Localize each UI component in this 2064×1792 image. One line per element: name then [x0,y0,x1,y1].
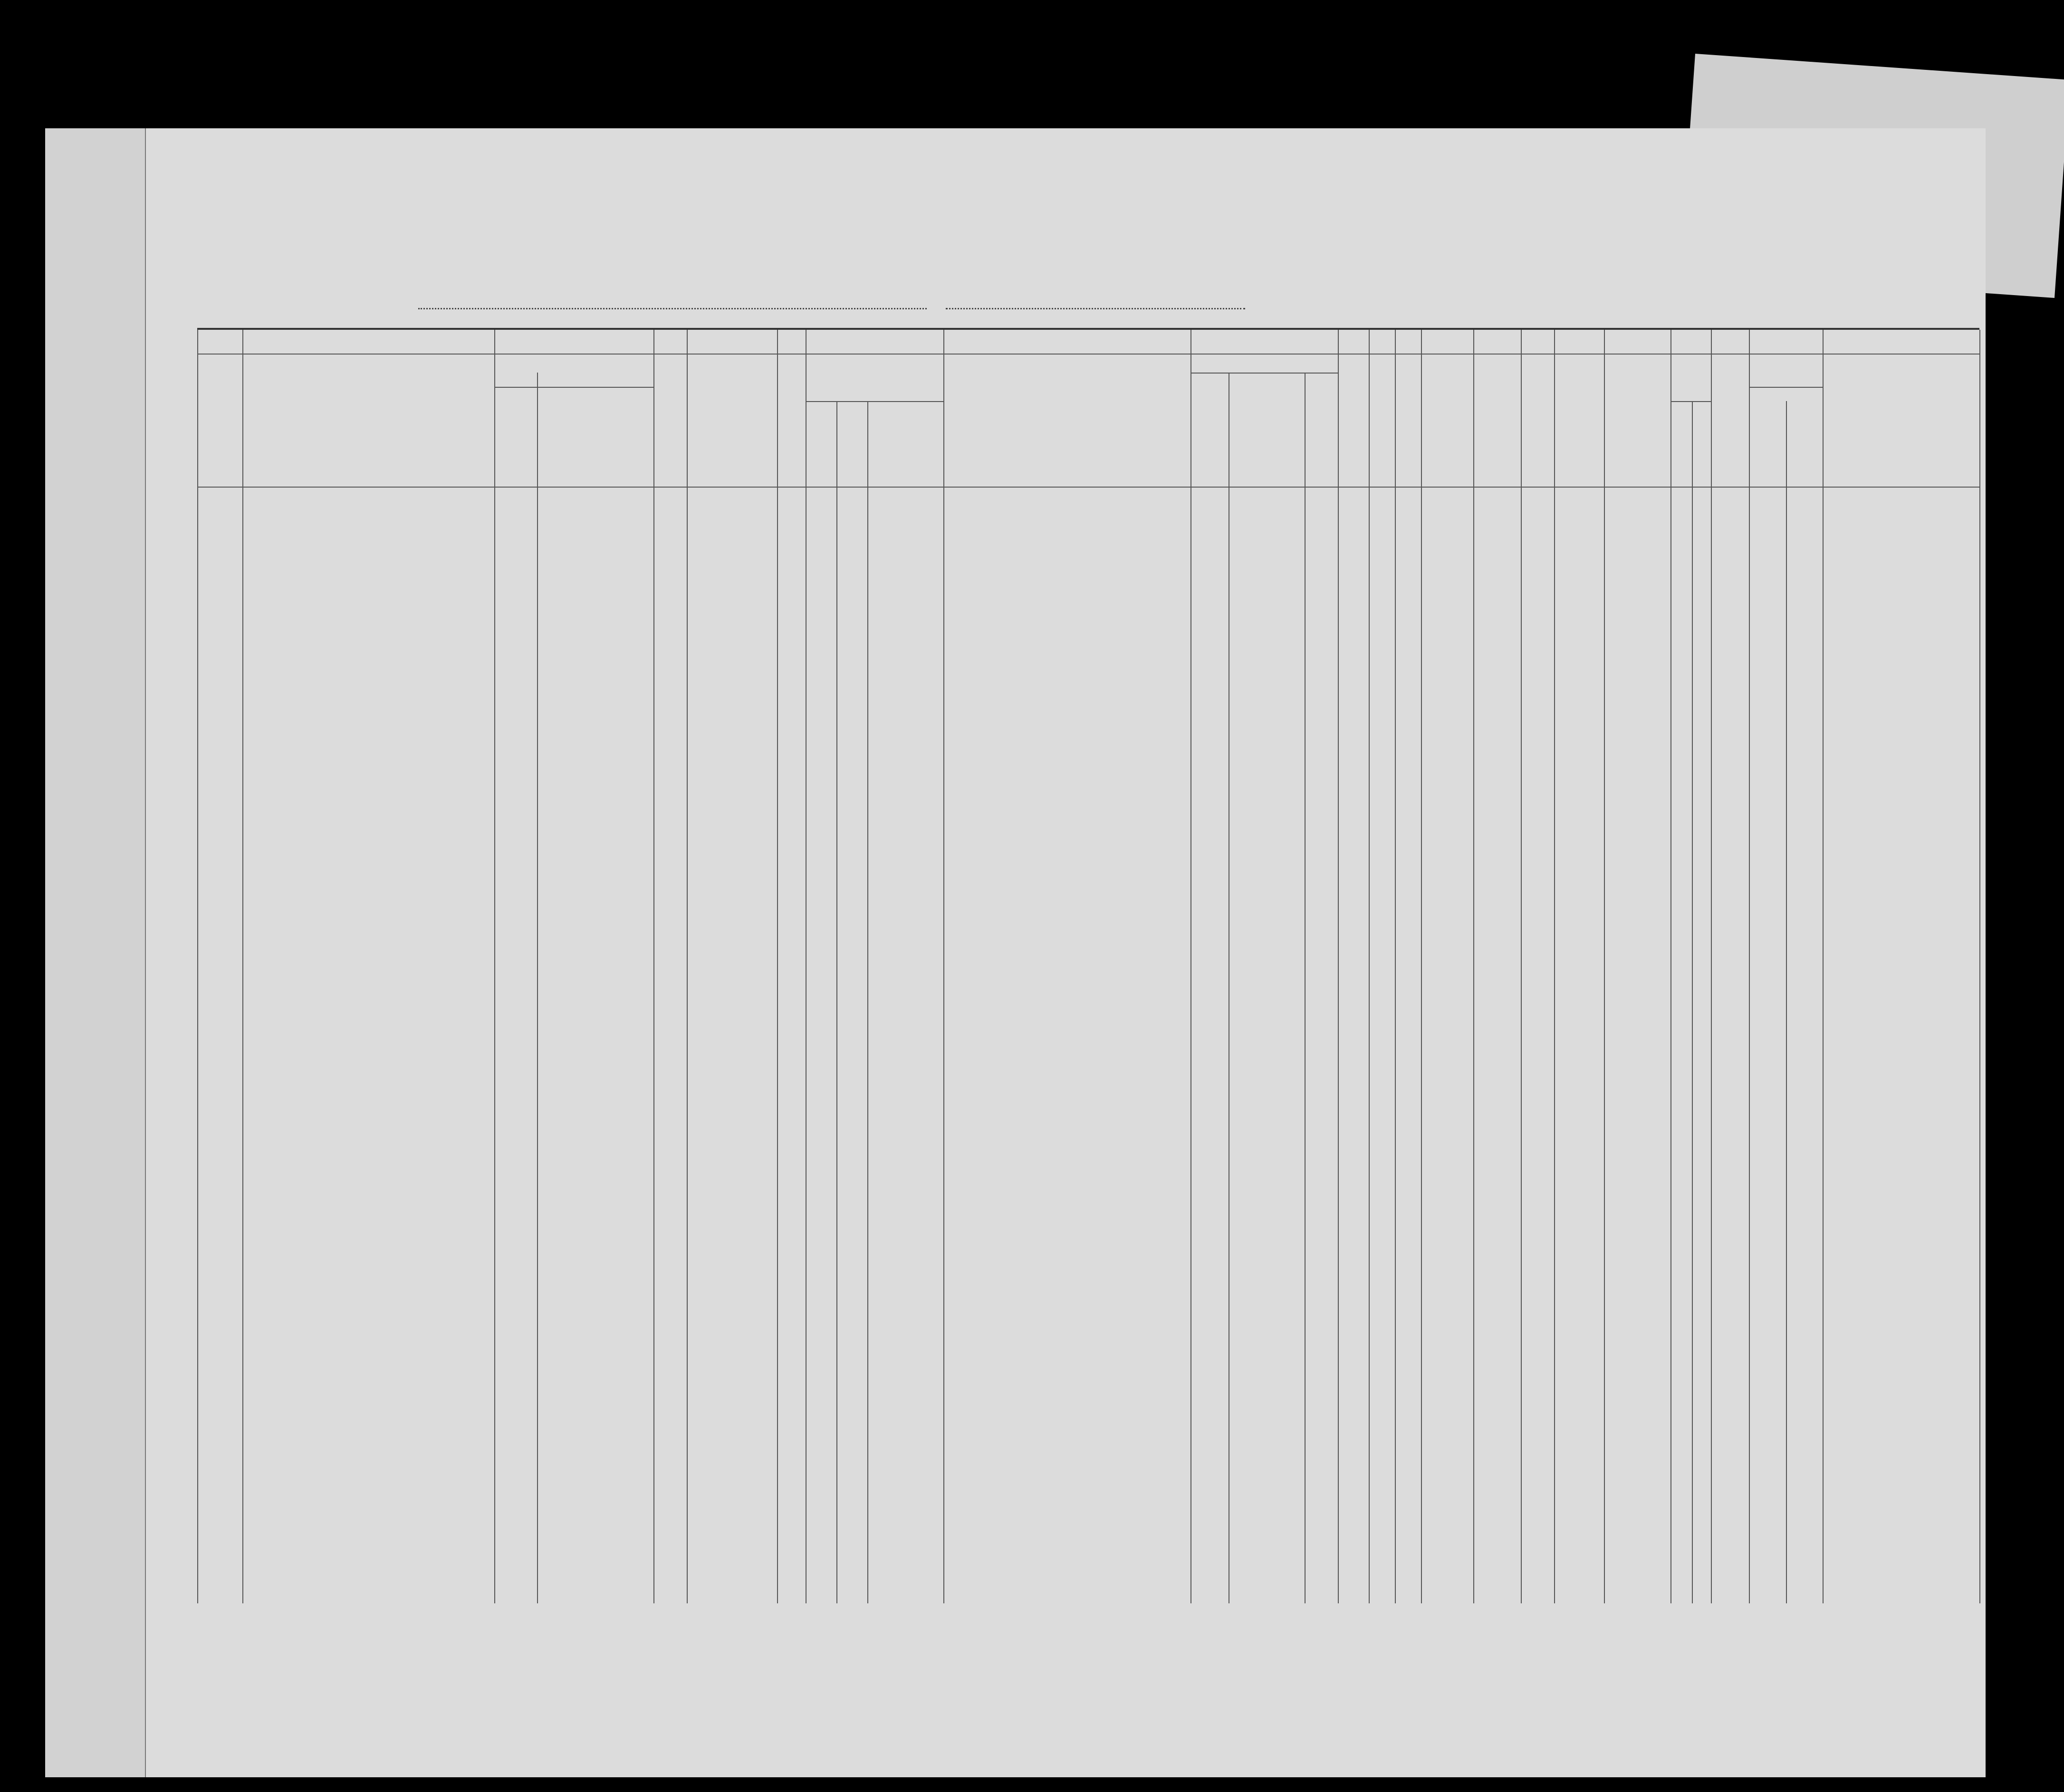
column-rule [687,330,688,1603]
column-rule [1554,330,1555,1603]
sub-column-rule [836,401,837,1603]
header-rule [197,354,1979,355]
column-rule [242,330,243,1603]
column-rule [653,330,654,1603]
column-rule [1338,330,1339,1603]
port-dotted-line [418,308,927,309]
sub-column-rule [867,401,868,1603]
column-rule [777,330,778,1603]
date-dotted-line [946,308,1245,309]
column-rule [1369,330,1370,1603]
header-rule [197,487,1979,488]
sub-header-rule [494,387,653,388]
column-rule [1190,330,1191,1603]
column-rule [1521,330,1522,1603]
manifest-table [197,328,1979,1603]
sub-column-rule [537,373,538,1603]
column-rule [197,330,198,1603]
left-adjacent-page-strip [45,128,146,1777]
sub-header-rule [1190,373,1338,374]
sub-column-rule [1786,401,1787,1603]
sub-column-rule [1305,373,1306,1603]
column-rule [943,330,944,1603]
column-rule [1473,330,1474,1603]
column-rule [1711,330,1712,1603]
sub-column-rule [1692,401,1693,1603]
column-rule [1823,330,1824,1603]
column-rule [1670,330,1671,1603]
column-rule [1395,330,1396,1603]
column-rule [494,330,495,1603]
column-rule [1749,330,1750,1603]
sub-header-rule [1670,401,1711,402]
sub-header-rule [1749,387,1823,388]
column-rule [1979,330,1980,1603]
column-rule [1421,330,1422,1603]
sub-header-rule [806,401,943,402]
column-rule [1604,330,1605,1603]
